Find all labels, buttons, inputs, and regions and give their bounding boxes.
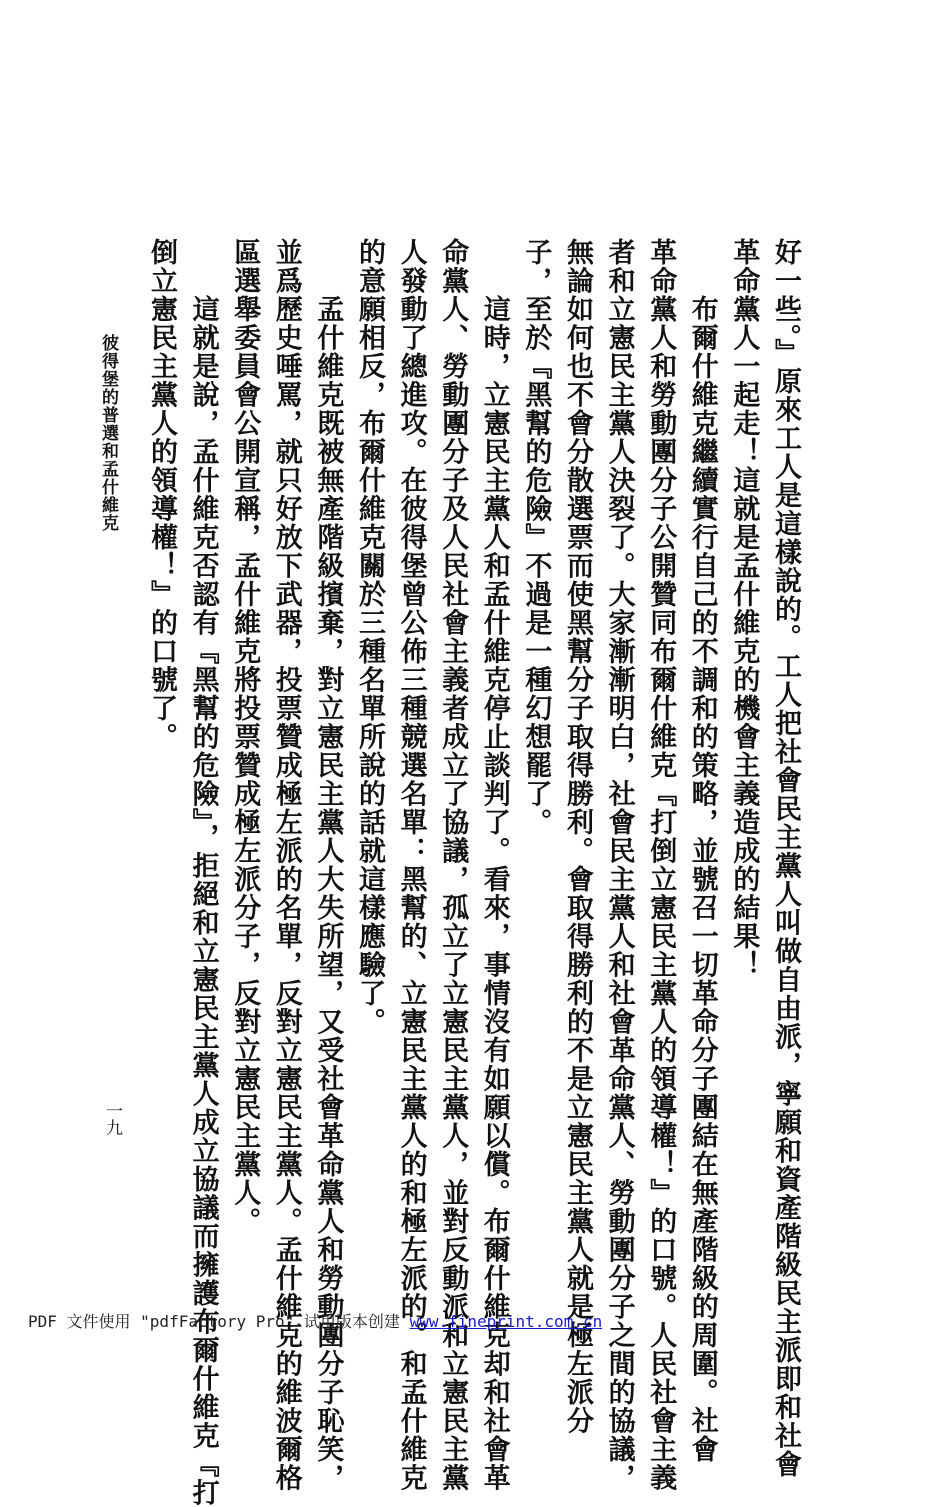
footer-text: PDF 文件使用 "pdfFactory Pro" 试用版本创建 [28, 1312, 410, 1331]
text-column: 並爲歷史唾罵，就只好放下武器，投票贊成極左派的名單，反對立憲民主黨人。孟什維克的維波爾格 [270, 238, 302, 1492]
pdf-footer [28, 1309, 602, 1332]
text-column: 命黨人、勞動團分子及人民社會主義者成立了協議，孤立了立憲民主黨人，並對反動派和立憲民主黨 [437, 238, 469, 1492]
text-column: 的意願相反，布爾什維克關於三種名單所說的話就這樣應驗了。 [354, 238, 385, 1036]
text-column: 子，至於『黑幫的危險』不過是一種幻想罷了。 [520, 238, 552, 837]
text-column: 倒立憲民主黨人的領導權！』的口號了。 [146, 238, 177, 751]
text-column: 孟什維克既被無產階級擯棄，對立憲民主黨人大失所望，又受社會革命黨人和勞動團分子恥笑， [312, 238, 344, 1492]
text-column: 這就是說，孟什維克否認有『黑幫的危險』，拒絕和立憲民主黨人成立協議而擁護布爾什維克『打 [187, 238, 219, 1507]
text-column: 革命黨人和勞動團分子公開贊同布爾什維克『打倒立憲民主黨人的領導權！』的口號。人民社會主義 [645, 238, 677, 1492]
page-number: 一九 [102, 1102, 122, 1136]
text-column: 無論如何也不會分散選票而使黑幫分子取得勝利。會取得勝利的不是立憲民主黨人就是極左派分 [562, 238, 593, 1435]
text-column: 人發動了總進攻。在彼得堡曾公佈三種競選名單：黑幫的、立憲民主黨人的和極左派的。和孟什維克 [395, 238, 427, 1492]
running-title: 彼得堡的普選和孟什維克 [98, 334, 118, 532]
text-column: 革命黨人一起走！這就是孟什維克的機會主義造成的結果！ [728, 238, 760, 979]
text-column: 這時，立憲民主黨人和孟什維克停止談判了。看來，事情沒有如願以償。布爾什維克却和社會革 [478, 238, 510, 1492]
text-column: 區選舉委員會公開宣稱，孟什維克將投票贊成極左派分子，反對立憲民主黨人。 [229, 238, 261, 1236]
footer-link[interactable]: www.fineprint.com.cn [409, 1312, 603, 1331]
text-column: 好一些。』原來工人是這樣說的。工人把社會民主黨人叫做自由派，寧願和資產階級民主派即和社會 [770, 238, 801, 1479]
text-column: 者和立憲民主黨人決裂了。大家漸漸明白，社會民主黨人和社會革命黨人、勞動團分子之間的協議， [603, 238, 635, 1492]
text-column: 布爾什維克繼續實行自己的不調和的策略，並號召一切革命分子團結在無產階級的周圍。社會 [686, 238, 718, 1464]
